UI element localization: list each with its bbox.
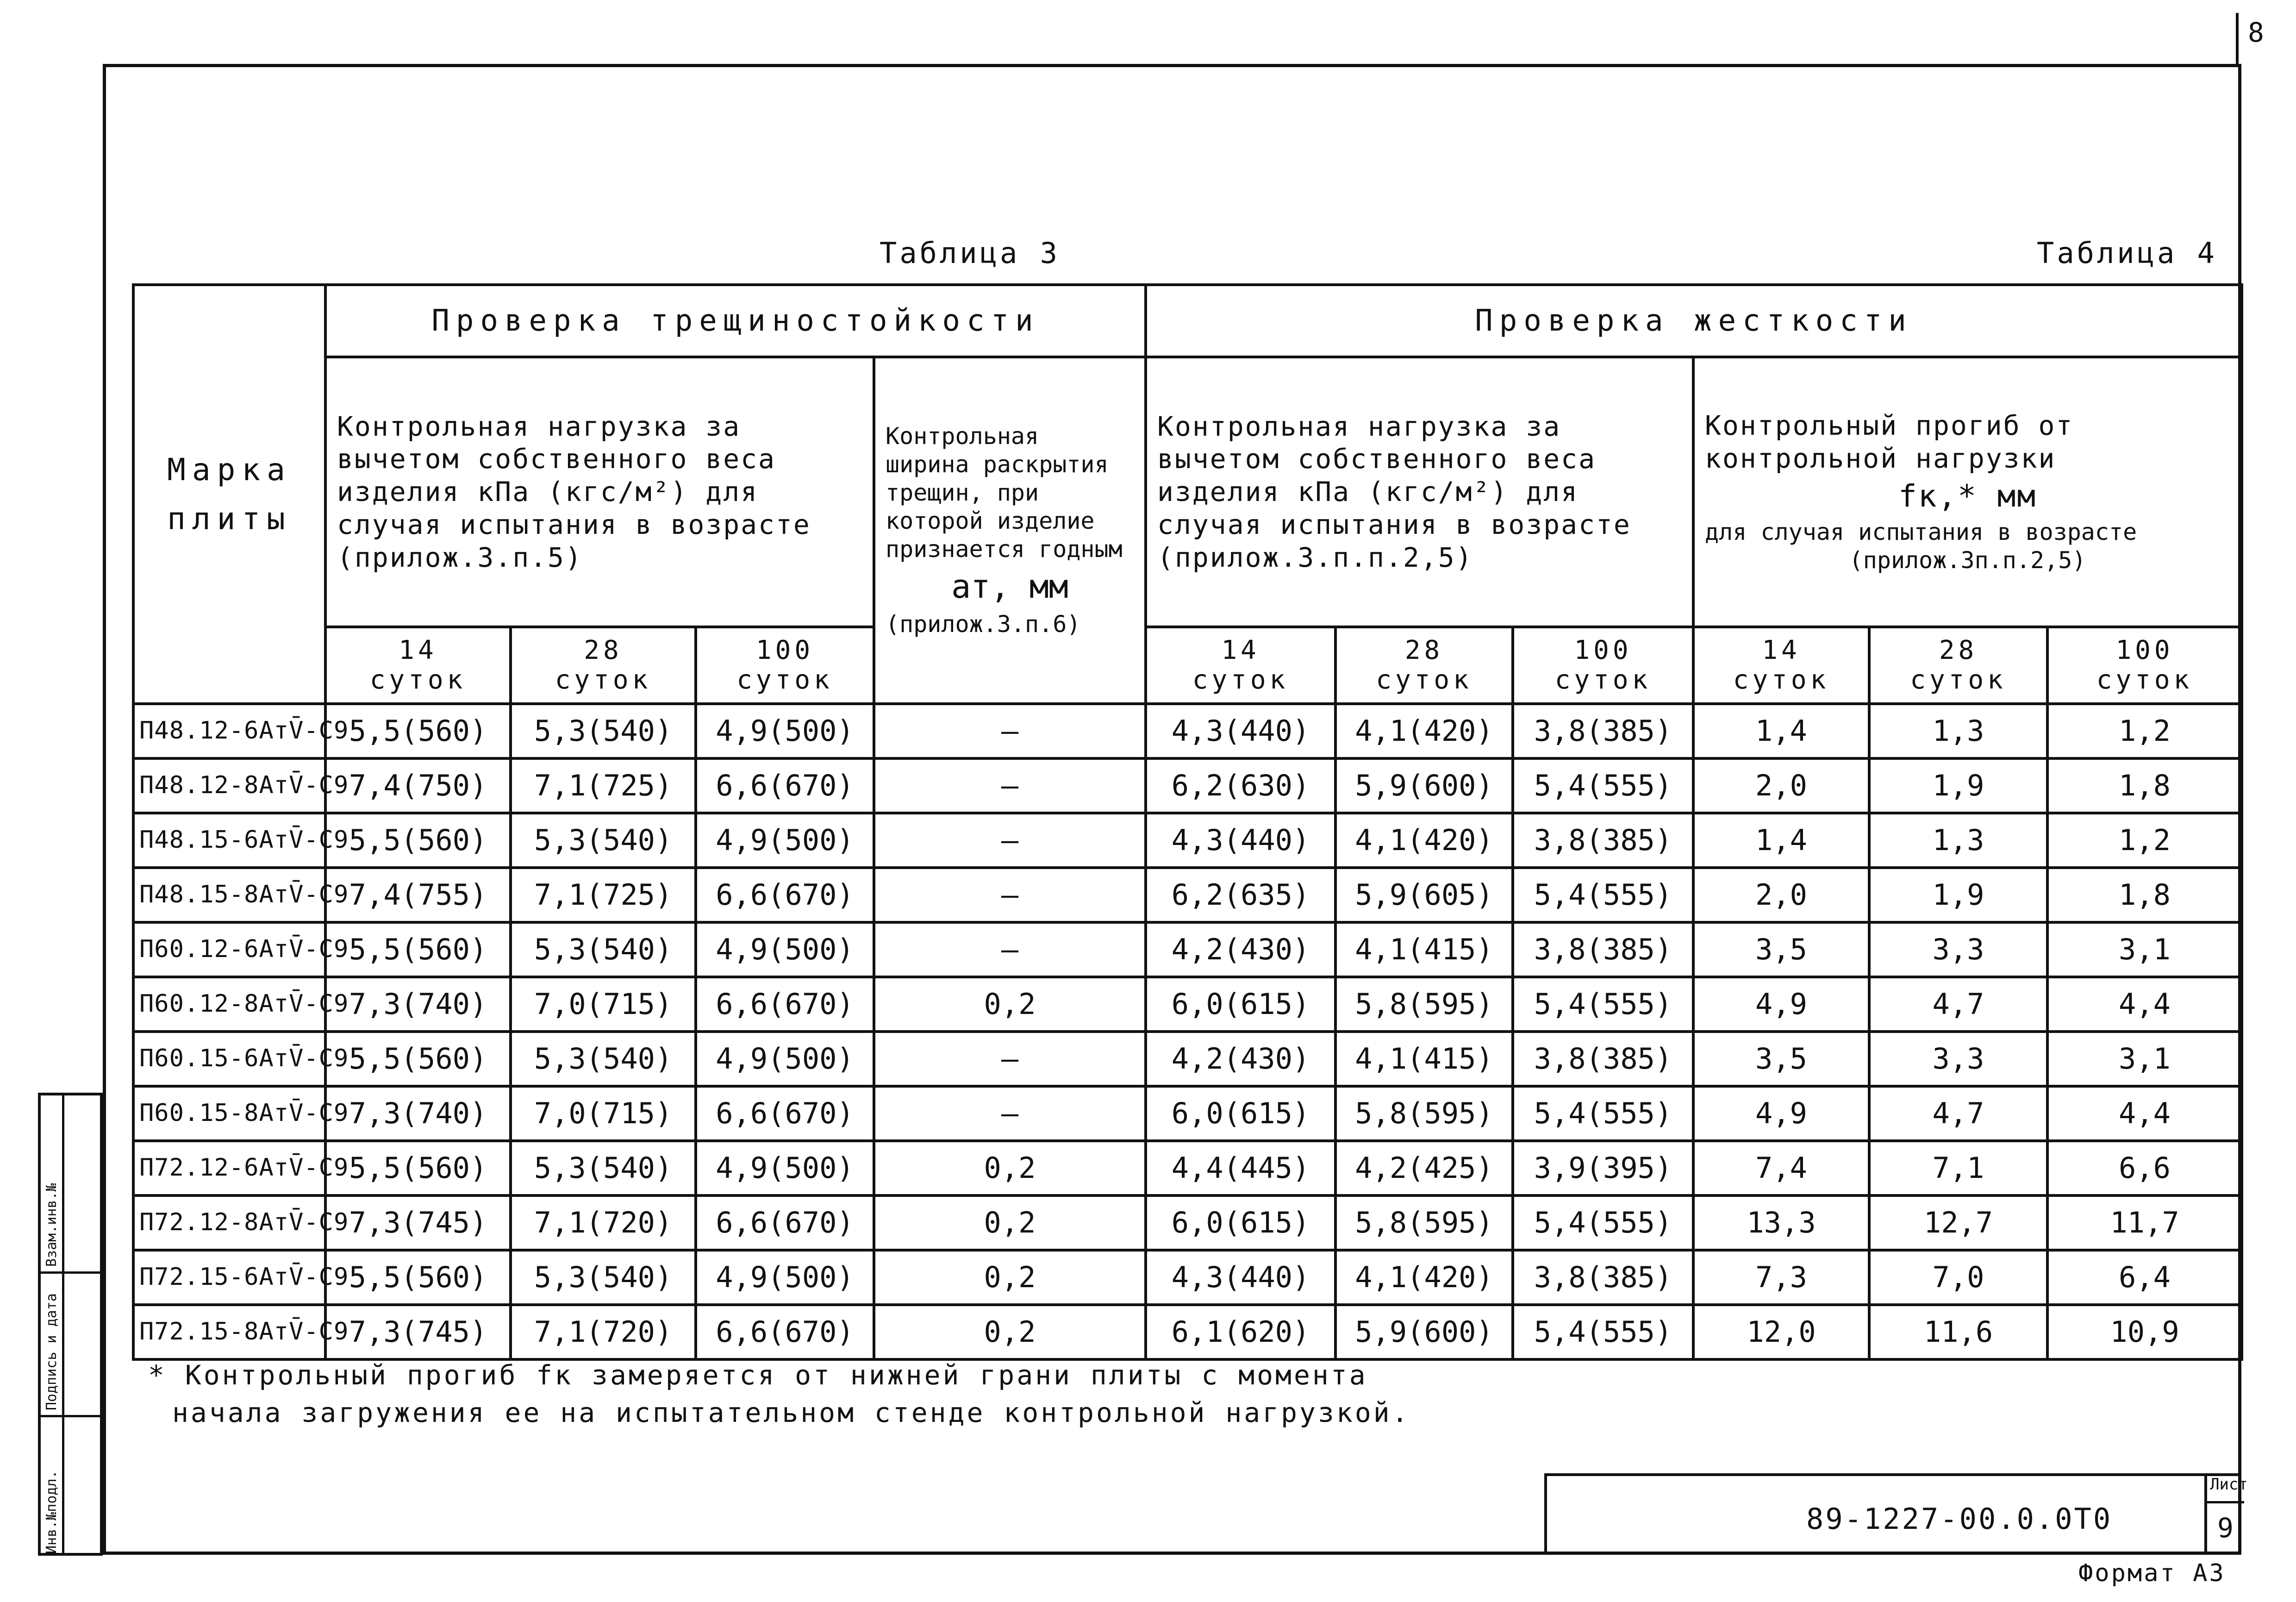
cell-f100: 3,1 <box>2047 1032 2242 1086</box>
day-number: 28 <box>584 635 623 665</box>
document-code: 89-1227-00.0.0Т0 <box>1806 1502 2113 1536</box>
corner-divider <box>2236 13 2239 64</box>
cell-f14: 3,5 <box>1693 922 1869 977</box>
cell-f100: 6,4 <box>2047 1250 2242 1305</box>
cell-s14: 6,0(615) <box>1146 977 1335 1032</box>
sheet-cell <box>2204 1473 2248 1555</box>
cell-f100: 1,8 <box>2047 758 2242 813</box>
row-mark: П60.15-8АтV̄-С9 <box>133 1086 325 1141</box>
cell-s14: 4,2(430) <box>1146 1032 1335 1086</box>
cell-c28: 7,1(720) <box>511 1195 696 1250</box>
cell-aw: – <box>874 813 1146 868</box>
day-header-14 <box>325 627 511 704</box>
cell-f28: 1,3 <box>1869 813 2047 868</box>
cell-aw: 0,2 <box>874 977 1146 1032</box>
row-mark: П72.12-8АтV̄-С9 <box>133 1195 325 1250</box>
cell-s14: 4,3(440) <box>1146 704 1335 758</box>
table-row <box>133 813 2242 868</box>
cell-s14: 6,2(630) <box>1146 758 1335 813</box>
cell-c28: 7,0(715) <box>511 1086 696 1141</box>
side-stamp-divider <box>41 1415 100 1417</box>
cell-s100: 3,8(385) <box>1513 704 1693 758</box>
cell-f28: 12,7 <box>1869 1195 2047 1250</box>
sheet-divider <box>2207 1501 2244 1503</box>
cell-s14: 4,3(440) <box>1146 813 1335 868</box>
cell-s28: 5,9(600) <box>1335 758 1513 813</box>
sheet-number: 9 <box>2217 1512 2234 1544</box>
cell-s28: 4,1(420) <box>1335 704 1513 758</box>
caption-table-4: Таблица 4 <box>2037 236 2217 270</box>
side-stamp-label-inv: Инв.№подл. <box>44 1470 60 1554</box>
footnote-line-2: начала загружения ее на испытательном стенде контрольной нагрузкой. <box>172 1397 1410 1429</box>
day-unit: суток <box>2096 665 2193 695</box>
cell-f28: 1,3 <box>1869 704 2047 758</box>
day-header-100 <box>2047 627 2242 704</box>
cell-s100: 3,8(385) <box>1513 1250 1693 1305</box>
cell-s28: 4,1(420) <box>1335 813 1513 868</box>
cell-s100: 5,4(555) <box>1513 758 1693 813</box>
cell-c28: 7,1(725) <box>511 868 696 922</box>
cell-f100: 1,2 <box>2047 704 2242 758</box>
row-mark: П72.12-6АтV̄-С9 <box>133 1141 325 1195</box>
cell-s28: 4,2(425) <box>1335 1141 1513 1195</box>
day-header-100 <box>1513 627 1693 704</box>
cell-s14: 6,0(615) <box>1146 1086 1335 1141</box>
day-unit: суток <box>1733 665 1830 695</box>
side-stamp-label-replace: Взам.инв.№ <box>44 1183 60 1267</box>
cell-s28: 4,1(415) <box>1335 922 1513 977</box>
cell-f28: 11,6 <box>1869 1305 2047 1359</box>
table-row <box>133 977 2242 1032</box>
cell-c100: 4,9(500) <box>696 1032 874 1086</box>
cell-c28: 5,3(540) <box>511 1141 696 1195</box>
side-stamp-divider <box>41 1271 100 1274</box>
cell-s28: 4,1(420) <box>1335 1250 1513 1305</box>
cell-f100: 1,2 <box>2047 813 2242 868</box>
cell-aw: – <box>874 1032 1146 1086</box>
day-number: 28 <box>1404 635 1444 665</box>
cell-f14: 7,4 <box>1693 1141 1869 1195</box>
row-mark: П72.15-8АтV̄-С9 <box>133 1305 325 1359</box>
header-deflection-line2: для случая испытания в возрасте <box>1705 518 2137 545</box>
cell-c100: 6,6(670) <box>696 868 874 922</box>
table-row <box>133 1250 2242 1305</box>
sheet-label: Лист <box>2210 1475 2248 1494</box>
side-stamp <box>38 1093 103 1556</box>
cell-s100: 5,4(555) <box>1513 1086 1693 1141</box>
cell-c14: 5,5(560) <box>325 704 511 758</box>
cell-c28: 5,3(540) <box>511 704 696 758</box>
table-row <box>133 758 2242 813</box>
day-number: 14 <box>399 635 437 665</box>
cell-f28: 1,9 <box>1869 758 2047 813</box>
cell-s28: 5,8(595) <box>1335 1195 1513 1250</box>
day-number: 14 <box>1762 635 1801 665</box>
corner-page-number: 8 <box>2248 17 2264 48</box>
day-unit: суток <box>1192 665 1289 695</box>
cell-f28: 3,3 <box>1869 1032 2047 1086</box>
cell-f100: 4,4 <box>2047 977 2242 1032</box>
table-row <box>133 868 2242 922</box>
day-number: 100 <box>1574 635 1632 665</box>
header-deflection-line1: Контрольный прогиб от контрольной нагрузки <box>1705 410 2074 475</box>
row-mark: П48.15-6АтV̄-С9 <box>133 813 325 868</box>
cell-c28: 7,1(725) <box>511 758 696 813</box>
cell-f100: 11,7 <box>2047 1195 2242 1250</box>
table-row <box>133 1032 2242 1086</box>
cell-c14: 7,4(750) <box>325 758 511 813</box>
cell-s100: 5,4(555) <box>1513 977 1693 1032</box>
cell-f100: 1,8 <box>2047 868 2242 922</box>
cell-c100: 6,6(670) <box>696 1086 874 1141</box>
side-stamp-label-sign: Подпись и дата <box>44 1293 60 1410</box>
cell-c28: 7,1(720) <box>511 1305 696 1359</box>
cell-c100: 6,6(670) <box>696 1195 874 1250</box>
cell-aw: – <box>874 758 1146 813</box>
cell-aw: 0,2 <box>874 1305 1146 1359</box>
header-deflection-symbol: fк,* мм <box>1898 478 2037 514</box>
cell-c14: 7,4(755) <box>325 868 511 922</box>
cell-s100: 5,4(555) <box>1513 868 1693 922</box>
day-unit: суток <box>369 665 467 695</box>
side-stamp-divider <box>62 1095 64 1553</box>
cell-f14: 4,9 <box>1693 977 1869 1032</box>
row-mark: П60.12-6АтV̄-С9 <box>133 922 325 977</box>
test-results-table <box>132 283 2243 1361</box>
cell-aw: – <box>874 1086 1146 1141</box>
day-unit: суток <box>1376 665 1472 695</box>
cell-c14: 7,3(745) <box>325 1195 511 1250</box>
cell-s28: 5,8(595) <box>1335 977 1513 1032</box>
cell-s14: 6,2(635) <box>1146 868 1335 922</box>
cell-s14: 6,1(620) <box>1146 1305 1335 1359</box>
cell-s14: 4,3(440) <box>1146 1250 1335 1305</box>
day-number: 100 <box>2115 635 2174 665</box>
day-unit: суток <box>1554 665 1652 695</box>
cell-f14: 2,0 <box>1693 758 1869 813</box>
day-header-100 <box>696 627 874 704</box>
cell-f28: 4,7 <box>1869 977 2047 1032</box>
cell-f14: 7,3 <box>1693 1250 1869 1305</box>
cell-f14: 1,4 <box>1693 813 1869 868</box>
cell-c100: 6,6(670) <box>696 977 874 1032</box>
cell-aw: 0,2 <box>874 1250 1146 1305</box>
cell-f14: 1,4 <box>1693 704 1869 758</box>
header-crack-width-text: Контрольная ширина раскрытия трещин, при которой изделие признается годным <box>886 422 1123 563</box>
row-mark: П72.15-6АтV̄-С9 <box>133 1250 325 1305</box>
cell-f14: 13,3 <box>1693 1195 1869 1250</box>
cell-c28: 7,0(715) <box>511 977 696 1032</box>
header-crack-width-ref: (прилож.3.п.6) <box>886 611 1081 638</box>
cell-c100: 6,6(670) <box>696 758 874 813</box>
cell-s14: 6,0(615) <box>1146 1195 1335 1250</box>
cell-c28: 5,3(540) <box>511 1250 696 1305</box>
cell-f28: 4,7 <box>1869 1086 2047 1141</box>
cell-s100: 3,8(385) <box>1513 813 1693 868</box>
cell-s14: 4,4(445) <box>1146 1141 1335 1195</box>
day-unit: суток <box>736 665 833 695</box>
day-unit: суток <box>555 665 652 695</box>
cell-aw: 0,2 <box>874 1195 1146 1250</box>
header-crack-width <box>874 357 1146 704</box>
cell-f100: 6,6 <box>2047 1141 2242 1195</box>
row-mark: П48.15-8АтV̄-С9 <box>133 868 325 922</box>
cell-c14: 5,5(560) <box>325 1250 511 1305</box>
cell-aw: – <box>874 704 1146 758</box>
format-label: Формат А3 <box>2078 1559 2226 1587</box>
header-mark: Марка плиты <box>133 285 325 704</box>
cell-s100: 5,4(555) <box>1513 1305 1693 1359</box>
day-number: 100 <box>755 635 814 665</box>
cell-f14: 3,5 <box>1693 1032 1869 1086</box>
cell-f14: 12,0 <box>1693 1305 1869 1359</box>
day-unit: суток <box>1910 665 2007 695</box>
cell-f100: 10,9 <box>2047 1305 2242 1359</box>
cell-c14: 7,3(740) <box>325 1086 511 1141</box>
day-header-28 <box>1869 627 2047 704</box>
cell-c100: 6,6(670) <box>696 1305 874 1359</box>
cell-c100: 4,9(500) <box>696 922 874 977</box>
cell-s28: 5,9(605) <box>1335 868 1513 922</box>
header-crack-width-symbol: aт, мм <box>951 567 1068 606</box>
cell-aw: 0,2 <box>874 1141 1146 1195</box>
cell-c100: 4,9(500) <box>696 704 874 758</box>
cell-s100: 3,8(385) <box>1513 1032 1693 1086</box>
title-block <box>1544 1473 2248 1555</box>
cell-s14: 4,2(430) <box>1146 922 1335 977</box>
cell-c28: 5,3(540) <box>511 1032 696 1086</box>
table-row <box>133 1305 2242 1359</box>
table-row <box>133 704 2242 758</box>
row-mark: П60.15-6АтV̄-С9 <box>133 1032 325 1086</box>
header-deflection <box>1693 357 2242 627</box>
header-stiffness-group: Проверка жесткости <box>1146 285 2242 357</box>
table-body <box>133 704 2242 1359</box>
cell-c100: 4,9(500) <box>696 813 874 868</box>
cell-c100: 4,9(500) <box>696 1250 874 1305</box>
footnote <box>148 1357 1410 1432</box>
table-row <box>133 922 2242 977</box>
cell-aw: – <box>874 922 1146 977</box>
cell-c28: 5,3(540) <box>511 813 696 868</box>
table-row <box>133 1086 2242 1141</box>
cell-f28: 3,3 <box>1869 922 2047 977</box>
cell-s28: 5,9(600) <box>1335 1305 1513 1359</box>
cell-c14: 5,5(560) <box>325 813 511 868</box>
cell-f14: 2,0 <box>1693 868 1869 922</box>
cell-f28: 1,9 <box>1869 868 2047 922</box>
cell-aw: – <box>874 868 1146 922</box>
cell-c100: 4,9(500) <box>696 1141 874 1195</box>
cell-c14: 7,3(745) <box>325 1305 511 1359</box>
table-row <box>133 1141 2242 1195</box>
cell-f100: 4,4 <box>2047 1086 2242 1141</box>
row-mark: П60.12-8АтV̄-С9 <box>133 977 325 1032</box>
cell-f14: 4,9 <box>1693 1086 1869 1141</box>
caption-table-3: Таблица 3 <box>880 236 1060 270</box>
row-mark: П48.12-8АтV̄-С9 <box>133 758 325 813</box>
cell-f28: 7,1 <box>1869 1141 2047 1195</box>
cell-s100: 3,8(385) <box>1513 922 1693 977</box>
cell-f100: 3,1 <box>2047 922 2242 977</box>
cell-c14: 7,3(740) <box>325 977 511 1032</box>
header-stiffness-load: Контрольная нагрузка за вычетом собственного веса изделия кПа (кгс/м²) для случая испытания в возрасте (прилож.3.п.п.2,5) <box>1146 357 1693 627</box>
cell-s28: 4,1(415) <box>1335 1032 1513 1086</box>
cell-c14: 5,5(560) <box>325 922 511 977</box>
header-crack-group: Проверка трещиностойкости <box>325 285 1146 357</box>
footnote-line-1: * Контрольный прогиб fк замеряется от нижней грани плиты с момента <box>148 1359 1368 1391</box>
table-row <box>133 1195 2242 1250</box>
day-header-28 <box>511 627 696 704</box>
day-number: 14 <box>1221 635 1260 665</box>
cell-c14: 5,5(560) <box>325 1032 511 1086</box>
header-deflection-ref: (прилож.3п.п.2,5) <box>1849 546 2086 574</box>
day-header-28 <box>1335 627 1513 704</box>
cell-s28: 5,8(595) <box>1335 1086 1513 1141</box>
cell-f28: 7,0 <box>1869 1250 2047 1305</box>
header-crack-load: Контрольная нагрузка за вычетом собственного веса изделия кПа (кгс/м²) для случая испытания в возрасте (прилож.3.п.5) <box>325 357 874 627</box>
day-header-14 <box>1693 627 1869 704</box>
cell-c28: 5,3(540) <box>511 922 696 977</box>
day-number: 28 <box>1939 635 1978 665</box>
row-mark: П48.12-6АтV̄-С9 <box>133 704 325 758</box>
day-header-14 <box>1146 627 1335 704</box>
cell-c14: 5,5(560) <box>325 1141 511 1195</box>
cell-s100: 5,4(555) <box>1513 1195 1693 1250</box>
cell-s100: 3,9(395) <box>1513 1141 1693 1195</box>
